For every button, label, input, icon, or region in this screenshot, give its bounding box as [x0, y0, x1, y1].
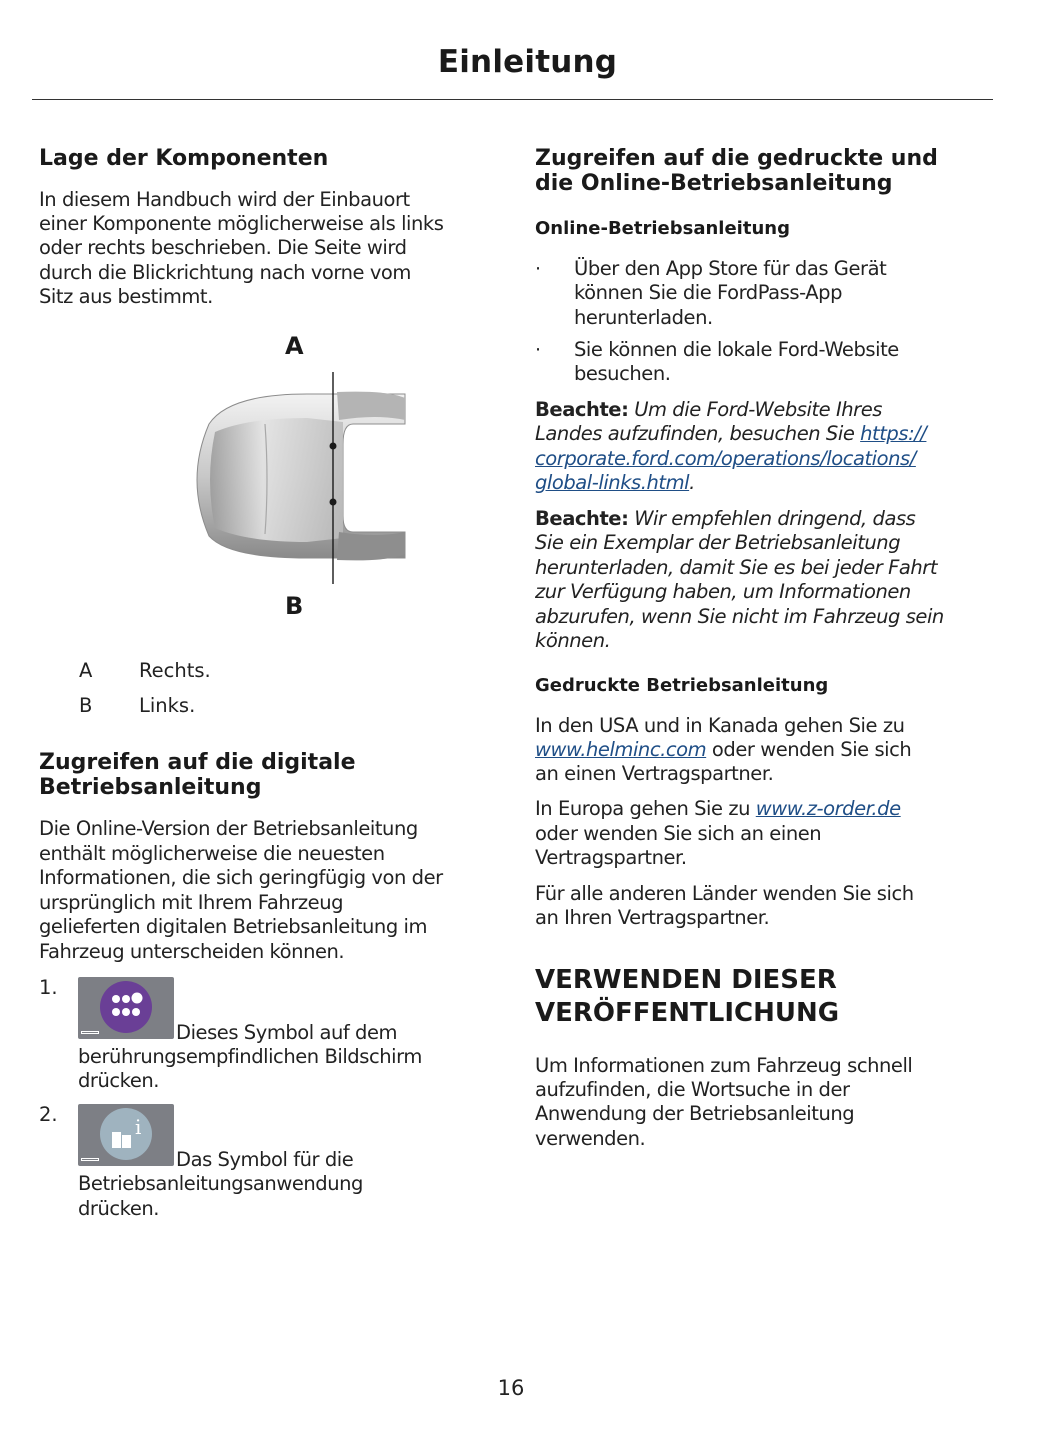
section-heading-using-publication: VERWENDEN DIESER: [535, 965, 837, 995]
car-top-view-illustration: [157, 332, 417, 628]
paragraph-line: ursprünglich mit Ihrem Fahrzeug: [39, 891, 344, 914]
helminc-link[interactable]: www.helminc.com: [535, 738, 707, 761]
paragraph-line: In den USA und in Kanada gehen Sie zu: [535, 714, 905, 737]
paragraph-line: Um Informationen zum Fahrzeug schnell: [535, 1054, 913, 1077]
section-heading-digital-manual-line2: Betriebsanleitung: [39, 775, 262, 800]
paragraph-line: Fahrzeug unterscheiden können.: [39, 940, 345, 963]
section-heading-digital-manual: Zugreifen auf die digitale: [39, 750, 356, 775]
bullet-text: herunterladen.: [574, 306, 713, 329]
page-title: Einleitung: [437, 44, 618, 80]
paragraph-line: Sitz aus bestimmt.: [39, 285, 213, 308]
section-heading-components: Lage der Komponenten: [39, 146, 329, 171]
ford-locations-link[interactable]: https://: [860, 422, 927, 445]
step-text: Dieses Symbol auf dem: [176, 1021, 398, 1044]
z-order-link[interactable]: www.z-order.de: [755, 797, 901, 820]
legend-value: Links.: [139, 694, 196, 717]
title-divider: [32, 99, 993, 100]
paragraph-line: oder rechts beschrieben. Die Seite wird: [39, 236, 407, 259]
note-line: herunterladen, damit Sie es bei jeder Fahrt: [535, 556, 938, 579]
ford-locations-link[interactable]: global-links.html: [535, 471, 690, 494]
subheading-online-manual: Online-Betriebsanleitung: [535, 218, 790, 239]
legend-value: Rechts.: [139, 659, 211, 682]
step-text: berührungsempfindlichen Bildschirm: [78, 1045, 422, 1068]
paragraph-line: In Europa gehen Sie zu www.z-order.de: [535, 797, 901, 820]
note-line: zur Verfügung haben, um Informationen: [535, 580, 911, 603]
paragraph-line: verwenden.: [535, 1127, 646, 1150]
page-number: 16: [497, 1376, 525, 1400]
ford-locations-link[interactable]: corporate.ford.com/operations/locations/: [535, 447, 916, 470]
bullet-text: besuchen.: [574, 362, 671, 385]
step-text: drücken.: [78, 1069, 160, 1092]
note-label: Beachte:: [535, 398, 629, 421]
step-text: Das Symbol für die: [176, 1148, 354, 1171]
paragraph-line: Anwendung der Betriebsanleitung: [535, 1102, 855, 1125]
paragraph-line: Informationen, die sich geringfügig von der: [39, 866, 443, 889]
note-line: abzurufen, wenn Sie nicht im Fahrzeug sein: [535, 605, 944, 628]
note-line: [535, 447, 916, 471]
legend-key: A: [79, 659, 93, 682]
vehicle-orientation-figure: [157, 332, 417, 628]
paragraph-line: einer Komponente möglicherweise als links: [39, 212, 444, 235]
apps-grid-icon: [78, 977, 174, 1039]
step-text: drücken.: [78, 1197, 160, 1220]
paragraph-line: aufzufinden, die Wortsuche in der: [535, 1078, 850, 1101]
bullet-text: Sie können die lokale Ford-Website: [574, 338, 899, 361]
paragraph-line: Vertragspartner.: [535, 846, 687, 869]
step-number: 1.: [39, 976, 58, 999]
paragraph-line: Für alle anderen Länder wenden Sie sich: [535, 882, 914, 905]
paragraph-line: In diesem Handbuch wird der Einbauort: [39, 188, 410, 211]
bullet-text: Über den App Store für das Gerät: [574, 257, 887, 280]
note-line: Beachte: Um die Ford-Website Ihres: [535, 398, 882, 421]
section-heading-using-publication-line2: VERÖFFENTLICHUNG: [535, 998, 840, 1028]
section-heading-printed-online: Zugreifen auf die gedruckte und: [535, 146, 938, 171]
legend-key: B: [79, 694, 93, 717]
figure-label-b: B: [285, 592, 304, 620]
bullet-dot: ·: [535, 339, 542, 361]
paragraph-line: an einen Vertragspartner.: [535, 762, 774, 785]
paragraph-line: oder wenden Sie sich an einen: [535, 822, 822, 845]
note-line: Sie ein Exemplar der Betriebsanleitung: [535, 531, 901, 554]
paragraph-line: enthält möglicherweise die neuesten: [39, 842, 385, 865]
step-text: Betriebsanleitungsanwendung: [78, 1172, 363, 1195]
paragraph-line: www.helminc.com oder wenden Sie sich: [535, 738, 912, 761]
note-line: können.: [535, 629, 611, 652]
note-line: global-links.html.: [535, 471, 695, 494]
bullet-text: können Sie die FordPass-App: [574, 281, 842, 304]
note-line: Landes aufzufinden, besuchen Sie https://: [535, 422, 927, 445]
paragraph-line: Die Online-Version der Betriebsanleitung: [39, 817, 418, 840]
paragraph-line: durch die Blickrichtung nach vorne vom: [39, 261, 411, 284]
section-heading-printed-online-line2: die Online-Betriebsanleitung: [535, 171, 893, 196]
note-label: Beachte:: [535, 507, 629, 530]
subheading-printed-manual: Gedruckte Betriebsanleitung: [535, 675, 829, 696]
note-line: Beachte: Wir empfehlen dringend, dass: [535, 507, 916, 530]
svg-text:i: i: [135, 1115, 142, 1139]
figure-label-a: A: [285, 332, 304, 360]
paragraph-line: an Ihren Vertragspartner.: [535, 906, 770, 929]
owner-manual-icon: [78, 1104, 174, 1166]
step-number: 2.: [39, 1103, 58, 1126]
paragraph-line: gelieferten digitalen Betriebsanleitung im: [39, 915, 428, 938]
bullet-dot: ·: [535, 258, 542, 280]
